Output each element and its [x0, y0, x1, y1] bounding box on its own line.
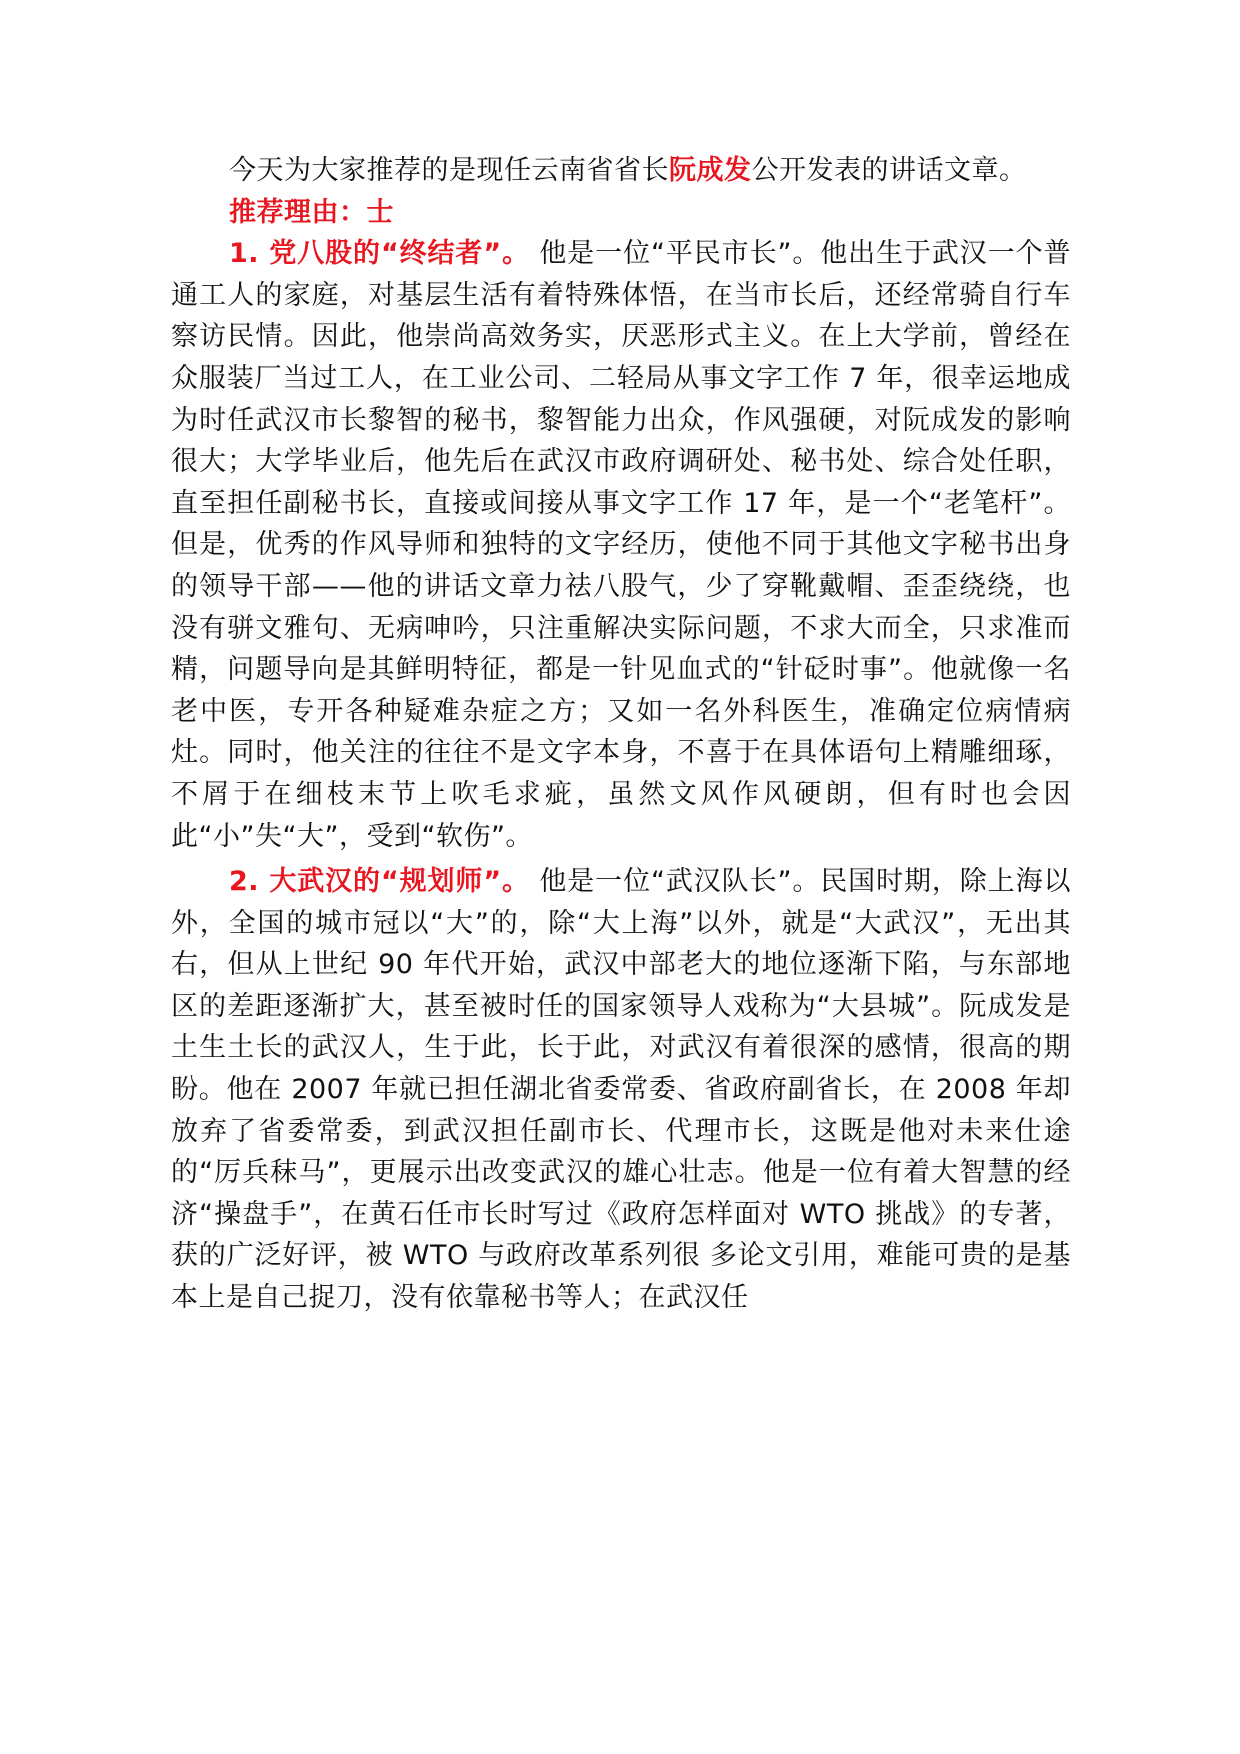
point-1-heading: 1. 党八股的“终结者”。 — [229, 238, 530, 270]
article-body — [171, 150, 1071, 1319]
intro-paragraph — [171, 150, 1071, 192]
point-2-paragraph — [171, 861, 1071, 1319]
point-2-heading: 2. 大武汉的“规划师”。 — [229, 866, 530, 898]
intro-prefix: 今天为大家推荐的是现任云南省省长 — [229, 155, 669, 186]
reason-heading: 推荐理由：士 — [229, 196, 394, 228]
point-1-body: 他是一位“平民市长”。他出生于武汉一个普通工人的家庭，对基层生活有着特殊体悟，在当市长后，还经常骑自行车察访民情。因此，他崇尚高效务实，厌恶形式主义。在上大学前，曾经在众服装厂当过工人，在工业公司、二轻局从事文字工作 7 年，很幸运地成为时任武汉市长黎智的秘书，黎智能力出众，作风强硬，对阮成发的影响很大；大学毕业后，他先后在武汉市政府调研处、秘书处、综合处任职，直至担任副秘书长，直接或间接从事文字工作 17 年，是一个“老笔杆”。但是，优秀的作风导师和独特的文字经历，使他不同于其他文字秘书出身的领导干部——他的讲话文章力祛八股气，少了穿靴戴帽、歪歪绕绕，也没有骈文雅句、无病呻吟，只注重解决实际问题，不求大而全，只求准而精，问题导向是其鲜明特征，都是一针见血式的“针砭时事”。他就像一名老中医，专开各种疑难杂症之方；又如一名外科医生，准确定位病情病灶。同时，他关注的往往不是文字本身，不喜于在具体语句上精雕细琢，不屑于在细枝末节上吹毛求疵，虽然文风作风硬朗，但有时也会因此“小”失“大”，受到“软伤”。 — [171, 238, 1071, 852]
reason-heading-paragraph — [171, 192, 1071, 234]
highlighted-name: 阮成发 — [669, 155, 752, 186]
point-2-body: 他是一位“武汉队长”。民国时期，除上海以外，全国的城市冠以“大”的，除“大上海”以外，就是“大武汉”，无出其右，但从上世纪 90 年代开始，武汉中部老大的地位逐渐下陷，与东部地区的差距逐渐扩大，甚至被时任的国家领导人戏称为“大县城”。阮成发是土生土长的武汉人，生于此，长于此，对武汉有着很深的感情，很高的期盼。他在 2007 年就已担任湖北省委常委、省政府副省长，在 2008 年却放弃了省委常委，到武汉担任副市长、代理市长，这既是他对未来仕途的“厉兵秣马”，更展示出改变武汉的雄心壮志。他是一位有着大智慧的经济“操盘手”，在黄石任市长时写过《政府怎样面对 WTO 挑战》的专著，获的广泛好评，被 WTO 与政府改革系列很 多论文引用，难能可贵的是基本上是自己捉刀，没有依靠秘书等人；在武汉任 — [171, 866, 1071, 1314]
point-1-paragraph — [171, 233, 1071, 857]
intro-suffix: 公开发表的讲话文章。 — [751, 155, 1027, 186]
